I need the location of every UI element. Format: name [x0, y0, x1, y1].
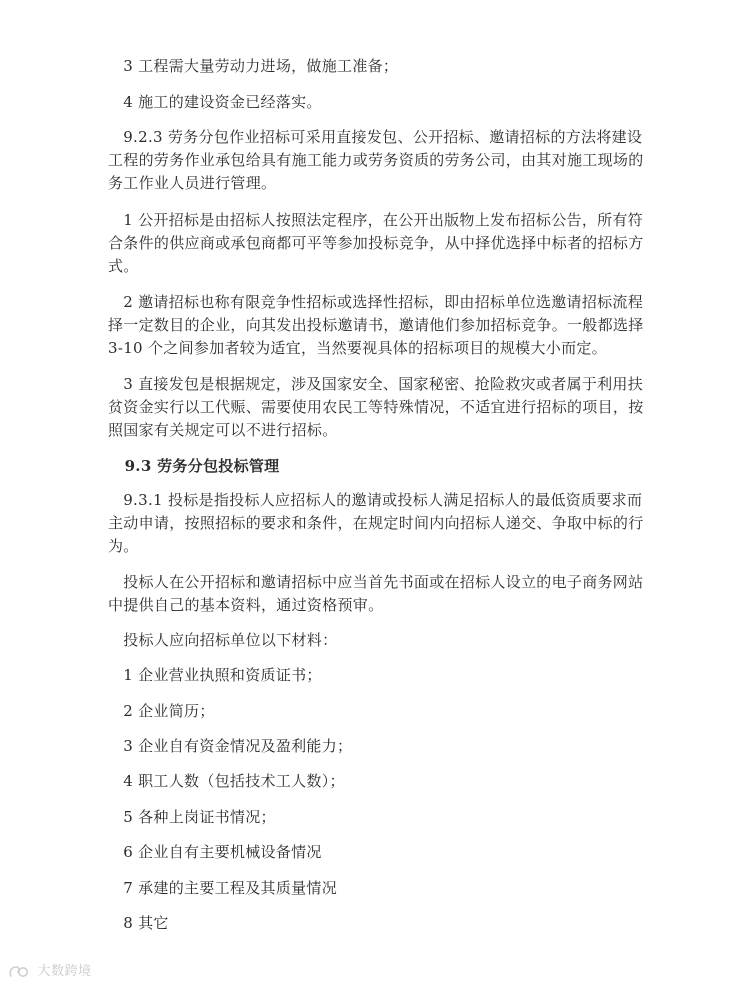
list-item: 5 各种上岗证书情况；	[108, 808, 276, 826]
paragraph: 9.2.3 劳务分包作业招标可采用直接发包、公开招标、邀请招标的方法将建设工程的劳务作业承包给具有施工能力或劳务资质的劳务公司，由其对施工现场的务工作业人员进行管理。	[108, 128, 644, 192]
section-heading: 9.3 劳务分包投标管理	[108, 457, 280, 475]
list-item: 6 企业自有主要机械设备情况	[108, 843, 322, 861]
paragraph: 1 公开招标是由招标人按照法定程序，在公开出版物上发布招标公告，所有符合条件的供应商或承包商都可平等参加投标竞争，从中择优选择中标者的招标方式。	[108, 211, 644, 275]
paragraph: 2 邀请招标也称有限竞争性招标或选择性招标，即由招标单位选邀请招标流程择一定数目的企业，向其发出投标邀请书，邀请他们参加招标竞争。一般都选择 3-10 个之间参加者较为适宜，当然要视具体的招标项目的规模大小而定。	[108, 293, 644, 357]
watermark-text: 大数跨境	[37, 964, 92, 979]
paragraph: 3 直接发包是根据规定，涉及国家安全、国家秘密、抢险救灾或者属于利用扶贫资金实行以工代赈、需要使用农民工等特殊情况，不适宜进行招标的项目，按照国家有关规定可以不进行招标。	[108, 375, 644, 439]
list-item: 3 企业自有资金情况及盈利能力；	[108, 737, 353, 755]
paragraph: 投标人应向招标单位以下材料：	[108, 631, 338, 649]
list-item: 8 其它	[108, 914, 169, 932]
list-item: 4 职工人数（包括技术工人数）；	[108, 772, 345, 790]
watermark	[8, 960, 92, 980]
brand-logo-icon	[8, 964, 30, 980]
list-item: 2 企业简历；	[108, 702, 215, 720]
list-item: 1 企业营业执照和资质证书；	[108, 666, 322, 684]
paragraph: 投标人在公开招标和邀请招标中应当首先书面或在招标人设立的电子商务网站中提供自己的基本资料，通过资格预审。	[108, 573, 644, 614]
paragraph: 3 工程需大量劳动力进场，做施工准备；	[108, 57, 399, 75]
paragraph: 9.3.1 投标是指投标人应招标人的邀请或投标人满足招标人的最低资质要求而主动申请，按照招标的要求和条件，在规定时间内向招标人递交、争取中标的行为。	[108, 491, 644, 555]
list-item: 7 承建的主要工程及其质量情况	[108, 879, 338, 897]
paragraph: 4 施工的建设资金已经落实。	[108, 93, 322, 111]
